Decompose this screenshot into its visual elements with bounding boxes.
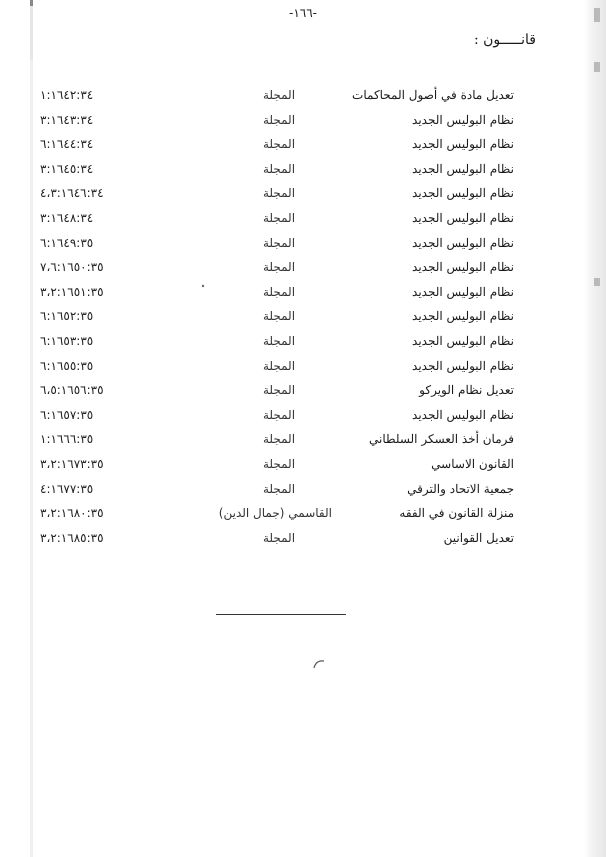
entry-reference: ٣،٢:١٦٨٥:٣٥	[40, 530, 104, 545]
entry-reference: ٣،٢:١٦٥١:٣٥	[40, 284, 104, 299]
entry-source: المجلة	[262, 432, 296, 447]
list-item	[0, 383, 606, 405]
entry-subject: نظام البوليس الجديد	[412, 358, 514, 373]
list-item	[0, 482, 606, 504]
entry-source: المجلة	[262, 530, 296, 545]
entry-source: المجلة	[262, 334, 296, 348]
entry-subject: نظام البوليس الجديد	[412, 186, 514, 201]
entry-subject: نظام البوليس الجديد	[412, 334, 514, 348]
entry-source: القاسمي (جمال الدين)	[218, 506, 332, 521]
entry-source: المجلة	[262, 383, 296, 398]
entry-subject: نظام البوليس الجديد	[412, 137, 514, 152]
entry-subject: نظام البوليس الجديد	[412, 161, 514, 176]
entry-source: المجلة	[262, 284, 296, 299]
entry-source: المجلة	[262, 137, 296, 152]
entry-reference: ٦:١٦٤٩:٣٥	[40, 235, 94, 250]
entry-subject: جمعية الاتحاد والترقي	[407, 481, 514, 496]
list-item	[0, 457, 606, 479]
entry-source: المجلة	[262, 358, 296, 373]
entry-reference: ٤:١٦٧٧:٣٥	[40, 481, 94, 496]
list-item	[0, 186, 606, 208]
entry-reference: ٣،٢:١٦٧٣:٣٥	[40, 457, 104, 471]
entry-subject: نظام البوليس الجديد	[412, 309, 514, 324]
entry-source: المجلة	[262, 481, 296, 496]
section-heading: قانـــــون :	[473, 32, 536, 48]
entry-reference: ٣:١٦٤٣:٣٤	[40, 112, 94, 127]
entry-reference: ٧،٦:١٦٥٠:٣٥	[40, 260, 104, 275]
entry-source: المجلة	[262, 309, 296, 324]
entry-subject: فرمان أخذ العسكر السلطاني	[369, 432, 514, 447]
entry-reference: ٦:١٦٤٤:٣٤	[40, 137, 94, 152]
entry-subject: تعديل القوانين	[443, 530, 514, 545]
list-item	[0, 88, 606, 110]
entry-source: المجلة	[262, 88, 296, 102]
entry-subject: نظام البوليس الجديد	[412, 211, 514, 225]
list-item	[0, 113, 606, 135]
entry-subject: نظام البوليس الجديد	[412, 112, 514, 127]
entry-subject: نظام البوليس الجديد	[412, 407, 514, 422]
list-item	[0, 309, 606, 331]
scan-speck	[200, 283, 206, 289]
page-number: -١٦٦-	[288, 6, 318, 20]
entry-subject: القانون الاساسي	[431, 457, 514, 471]
entry-reference: ١:١٦٤٢:٣٤	[40, 88, 94, 102]
list-item	[0, 359, 606, 381]
entry-reference: ٤،٣:١٦٤٦:٣٤	[40, 186, 104, 201]
list-item	[0, 334, 606, 356]
entry-reference: ٦:١٦٥٥:٣٥	[40, 358, 94, 373]
entry-subject: تعديل نظام الويركو	[419, 383, 514, 398]
entry-reference: ٦،٥:١٦٥٦:٣٥	[40, 383, 104, 398]
entry-source: المجلة	[262, 186, 296, 201]
list-item	[0, 408, 606, 430]
list-item	[0, 162, 606, 184]
list-item	[0, 506, 606, 528]
entry-source: المجلة	[262, 260, 296, 275]
entry-source: المجلة	[262, 407, 296, 422]
entry-reference: ٣:١٦٤٨:٣٤	[40, 211, 94, 225]
entry-source: المجلة	[262, 211, 296, 225]
entry-reference: ٣:١٦٤٥:٣٤	[40, 161, 94, 176]
list-item	[0, 260, 606, 282]
ink-mark	[312, 658, 326, 670]
entry-source: المجلة	[262, 161, 296, 176]
list-item	[0, 236, 606, 258]
entry-subject: تعديل مادة في أصول المحاكمات	[352, 88, 514, 102]
entry-subject: نظام البوليس الجديد	[412, 284, 514, 299]
entry-source: المجلة	[262, 112, 296, 127]
list-item	[0, 211, 606, 233]
end-rule	[216, 614, 346, 615]
entry-reference: ٦:١٦٥٣:٣٥	[40, 334, 94, 348]
entry-source: المجلة	[262, 457, 296, 471]
list-item	[0, 137, 606, 159]
list-item	[0, 531, 606, 553]
entry-subject: نظام البوليس الجديد	[412, 235, 514, 250]
entry-reference: ٦:١٦٥٢:٣٥	[40, 309, 94, 324]
entry-reference: ١:١٦٦٦:٣٥	[40, 432, 94, 447]
entry-subject: نظام البوليس الجديد	[412, 260, 514, 275]
entry-reference: ٣،٢:١٦٨٠:٣٥	[40, 506, 104, 521]
entry-source: المجلة	[262, 235, 296, 250]
entry-reference: ٦:١٦٥٧:٣٥	[40, 407, 94, 422]
entry-subject: منزلة القانون في الفقه	[399, 506, 514, 521]
list-item	[0, 432, 606, 454]
list-item	[0, 285, 606, 307]
